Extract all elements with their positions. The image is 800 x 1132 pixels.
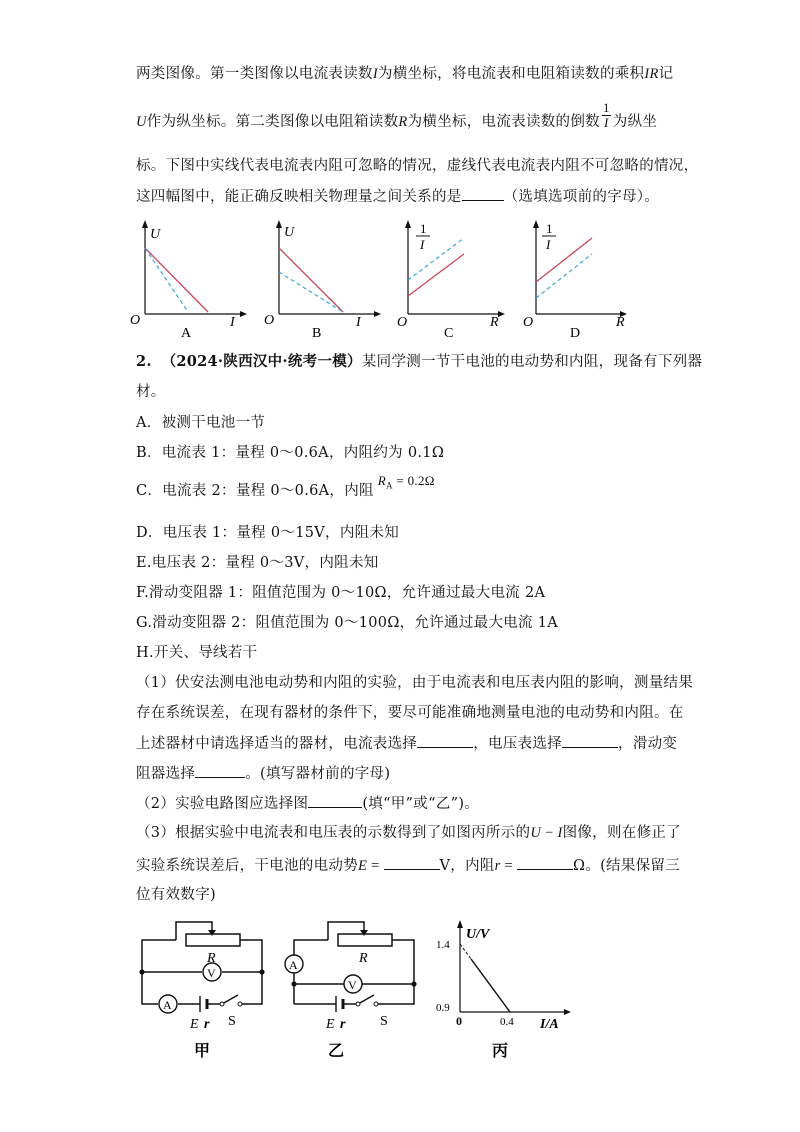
- emf-blank[interactable]: [384, 855, 440, 870]
- label-E: E: [326, 1017, 335, 1032]
- circuit-choice-blank[interactable]: [308, 793, 362, 808]
- dashed-line: [279, 272, 343, 312]
- item-F: F.滑动变阻器 1：阻值范围为 0～10Ω，允许通过最大电流 2A: [136, 585, 546, 601]
- origin-label: O: [130, 313, 141, 328]
- item-A: A．被测干电池一节: [136, 415, 266, 431]
- part1-line3: [136, 733, 677, 754]
- label-A: A: [163, 998, 172, 1012]
- y-arrow: [405, 220, 411, 228]
- rheostat-blank[interactable]: [195, 763, 245, 778]
- text: 作为纵坐标。第二类图像以电阻箱读数: [146, 114, 399, 130]
- caption: 乙: [328, 1043, 345, 1060]
- graph-caption: C: [444, 326, 454, 340]
- item-H: H.开关、导线若干: [136, 645, 258, 661]
- solid-line: [145, 248, 208, 312]
- ammeter-blank[interactable]: [417, 733, 473, 748]
- dashed-line: [145, 248, 188, 312]
- text: 两类图像。第一类图像以电流表读数: [136, 66, 373, 82]
- node: [291, 981, 296, 986]
- wire: [294, 940, 328, 955]
- q2-stem-line2: 材。: [136, 384, 166, 400]
- y-arrow: [533, 220, 539, 228]
- text: 阻器选择: [136, 766, 196, 782]
- var-R: R: [377, 473, 387, 488]
- var-R: R: [398, 114, 408, 130]
- text: ，滑动变: [618, 736, 678, 752]
- para1-line1: [136, 64, 673, 84]
- text: (填“甲”或“乙”)。: [362, 796, 480, 812]
- var-U: U: [136, 114, 147, 130]
- origin-label: O: [523, 315, 534, 330]
- label-R: R: [207, 951, 216, 966]
- var-U: U: [530, 825, 542, 841]
- question-source: （2024·陕西汉中·统考一模）: [161, 353, 362, 370]
- text: 为横坐标，电流表读数的倒数: [407, 114, 600, 130]
- graph-caption: B: [312, 326, 322, 340]
- wire: [376, 984, 414, 1004]
- label-A: A: [289, 958, 298, 972]
- x-label: I: [230, 315, 235, 330]
- part1-line1: （1）伏安法测电池电动势和内阻的实验，由于电流表和电压表内阻的影响，测量结果: [136, 675, 694, 691]
- para1-line4: [136, 186, 659, 207]
- x-arrow: [498, 311, 505, 317]
- label-V: V: [207, 966, 216, 980]
- node: [139, 969, 144, 974]
- text: 实验系统误差后，干电池的电动势: [136, 858, 358, 874]
- x-arrow: [374, 311, 381, 317]
- label-S: S: [228, 1014, 236, 1029]
- x-arrow: [564, 1009, 571, 1015]
- y-arrow: [276, 220, 282, 228]
- wire: [240, 940, 262, 972]
- label-V: V: [348, 978, 357, 992]
- wire: [240, 972, 262, 1004]
- x-tick-end: 0.4: [500, 1016, 514, 1028]
- y-label-den: I: [546, 237, 551, 252]
- graph-caption: A: [181, 326, 192, 340]
- text: ，电压表选择: [473, 736, 563, 752]
- caption: 丙: [492, 1043, 509, 1060]
- text: 。(填写器材前的字母): [245, 766, 391, 782]
- part2-line: [136, 793, 479, 814]
- subscript-A: A: [386, 480, 393, 491]
- y-label-num: 1: [420, 221, 427, 236]
- item-D: D．电压表 1：量程 0～15V，内阻未知: [136, 525, 400, 541]
- part1-line2: 存在系统误差，在现有器材的条件下，要尽可能准确地测量电池的电动势和内阻。在: [136, 705, 684, 721]
- var-I: I: [557, 825, 563, 841]
- ra-expression: [378, 471, 435, 496]
- item-G: G.滑动变阻器 2：阻值范围为 0～100Ω，允许通过最大电流 1A: [136, 615, 559, 631]
- var-I: I: [372, 66, 378, 82]
- question-number: 2.: [136, 353, 152, 370]
- label-E: E: [190, 1017, 199, 1032]
- graph-B: [262, 216, 382, 340]
- switch-blade: [222, 995, 238, 1004]
- x-tick-zero: 0: [456, 1014, 462, 1028]
- rheostat: [338, 934, 392, 946]
- part3-line2: [136, 855, 680, 876]
- y-tick-bottom: 0.9: [436, 1002, 450, 1014]
- origin-label: O: [264, 313, 275, 328]
- node: [259, 969, 264, 974]
- text: 某同学测一节干电池的电动势和内阻，现备有下列器: [361, 354, 703, 370]
- voltmeter-blank[interactable]: [562, 733, 618, 748]
- item-B: B．电流表 1：量程 0～0.6A，内阻约为 0.1Ω: [136, 445, 445, 461]
- para1-line2: [136, 99, 658, 132]
- q2-stem-line1: [136, 352, 702, 372]
- x-arrow: [240, 311, 247, 317]
- label-r: r: [340, 1017, 346, 1032]
- data-line: [471, 959, 510, 1012]
- label-R: R: [359, 951, 368, 966]
- text: 为纵坐: [612, 114, 658, 130]
- dashed-guide: [460, 944, 471, 959]
- switch-contact: [374, 1002, 378, 1006]
- para1-line3: 标。下图中实线代表电流表内阻可忽略的情况，虚线代表电流表内阻不可忽略的情况，: [136, 158, 699, 174]
- graph-bing: [432, 912, 582, 1062]
- item-E: E.电压表 2：量程 0～3V，内阻未知: [136, 555, 379, 571]
- circuit-jia: [130, 912, 280, 1062]
- text: （选填选项前的字母）。: [503, 189, 660, 205]
- switch-contact: [238, 1002, 242, 1006]
- ra-value: = 0.2Ω: [392, 473, 435, 488]
- x-label: R: [490, 315, 499, 330]
- x-label: R: [616, 315, 625, 330]
- y-label-den: I: [420, 237, 425, 252]
- var-E: E: [358, 858, 368, 874]
- wire: [142, 940, 176, 972]
- text: 记: [658, 66, 674, 82]
- label-S: S: [380, 1014, 388, 1029]
- var-r: r: [494, 858, 501, 874]
- switch-contact: [220, 1002, 224, 1006]
- text: （2）实验电路图应选择图: [136, 796, 309, 812]
- minus: −: [541, 825, 558, 841]
- graph-C: [394, 216, 514, 340]
- y-label: U/V: [466, 927, 490, 942]
- text: Ω。(结果保留三: [572, 858, 681, 874]
- x-label: I/A: [540, 1017, 559, 1032]
- y-label: U: [150, 227, 161, 242]
- origin-label: O: [397, 315, 408, 330]
- text: 为横坐标，将电流表和电阻箱读数的乘积: [377, 66, 645, 82]
- switch-blade: [358, 995, 374, 1004]
- text: 上述器材中请选择适当的器材，电流表选择: [136, 736, 418, 752]
- y-arrow: [142, 220, 148, 228]
- text: C．电流表 2：量程 0～0.6A，内阻: [136, 483, 374, 499]
- caption: 甲: [194, 1043, 211, 1060]
- solid-line: [408, 254, 464, 296]
- rheostat: [186, 934, 240, 946]
- graph-D: [522, 216, 642, 340]
- graph-caption: D: [570, 326, 581, 340]
- text: 这四幅图中，能正确反映相关物理量之间关系的是: [136, 189, 462, 205]
- solid-line: [279, 248, 343, 312]
- text: 图像，则在修正了: [562, 825, 681, 841]
- text: （3）根据实验中电流表和电压表的示数得到了如图丙所示的: [136, 825, 531, 841]
- resistance-blank[interactable]: [517, 855, 573, 870]
- y-label-num: 1: [546, 221, 553, 236]
- frac-num: 1: [602, 99, 610, 115]
- node: [411, 981, 416, 986]
- circuit-yi: [282, 912, 432, 1062]
- fraction-1-over-I: [602, 101, 611, 130]
- equals: =: [500, 858, 517, 874]
- answer-blank[interactable]: [462, 186, 504, 201]
- x-label: I: [356, 315, 361, 330]
- part1-line4: [136, 763, 390, 784]
- y-arrow: [457, 920, 463, 928]
- label-r: r: [204, 1017, 210, 1032]
- y-tick-top: 1.4: [436, 939, 450, 951]
- text: V，内阻: [439, 858, 495, 874]
- part3-line3: 位有效数字): [136, 887, 216, 903]
- y-label: U: [284, 225, 295, 240]
- part3-line1: [136, 823, 681, 843]
- frac-den: I: [604, 114, 609, 130]
- dashed-line: [408, 238, 464, 280]
- equals: =: [367, 858, 384, 874]
- wire: [392, 940, 414, 984]
- graph-A: [128, 216, 248, 340]
- switch-contact: [356, 1002, 360, 1006]
- var-IR: IR: [644, 66, 659, 82]
